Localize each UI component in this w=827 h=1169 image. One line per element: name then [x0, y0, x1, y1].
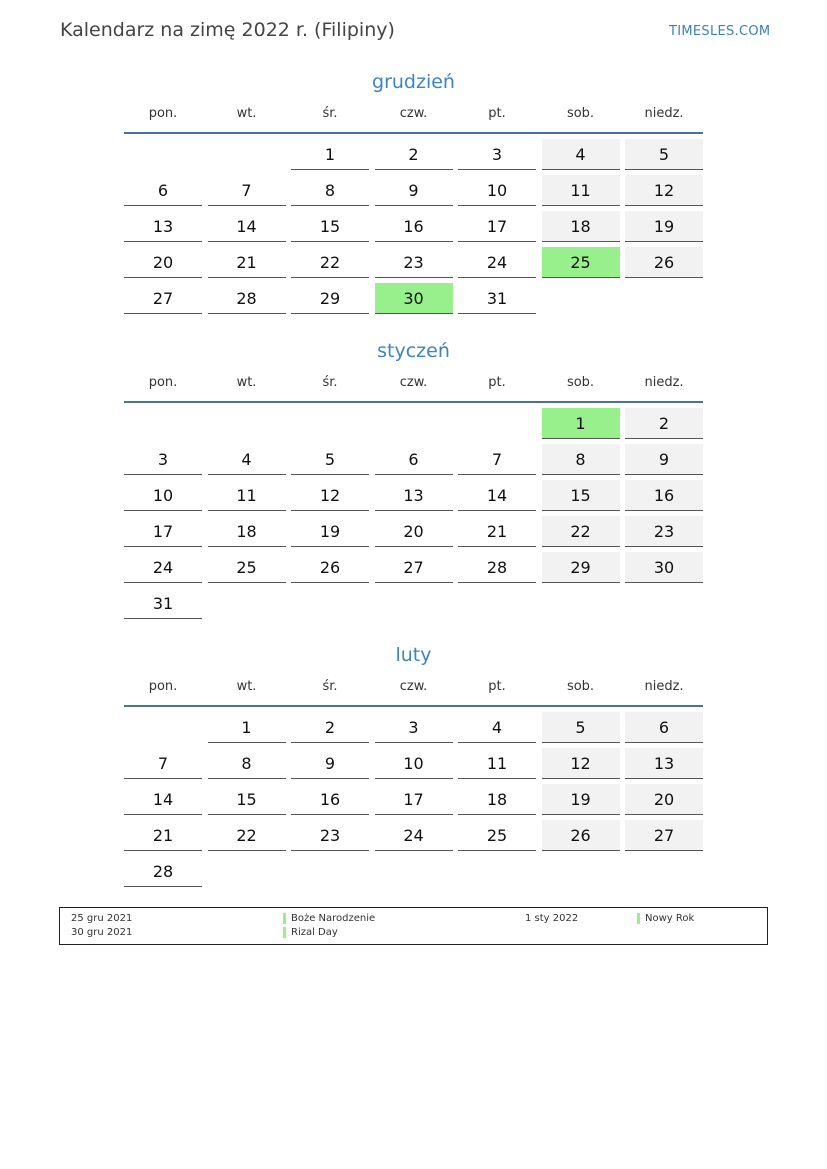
weekday-label: pt. — [488, 106, 506, 121]
empty-cell — [124, 139, 202, 170]
day-cell[interactable]: 18 — [542, 211, 620, 242]
day-cell[interactable]: 24 — [124, 552, 202, 583]
weekday-label: niedz. — [644, 375, 684, 390]
day-cell[interactable]: 17 — [124, 516, 202, 547]
legend-date: 25 gru 2021 — [71, 913, 133, 924]
empty-cell — [208, 588, 286, 619]
holiday-day-cell[interactable]: 25 — [542, 247, 620, 278]
day-cell[interactable]: 16 — [375, 211, 453, 242]
empty-cell — [375, 856, 453, 887]
day-cell[interactable]: 12 — [542, 748, 620, 779]
legend-holiday — [283, 926, 338, 939]
weekday-label: śr. — [322, 375, 338, 390]
day-cell[interactable]: 9 — [375, 175, 453, 206]
empty-cell — [625, 283, 703, 314]
day-cell[interactable]: 4 — [208, 444, 286, 475]
day-cell[interactable]: 5 — [542, 712, 620, 743]
day-cell[interactable]: 13 — [375, 480, 453, 511]
empty-cell — [458, 408, 536, 439]
day-cell[interactable]: 6 — [375, 444, 453, 475]
day-cell[interactable]: 2 — [291, 712, 369, 743]
day-cell[interactable]: 26 — [625, 247, 703, 278]
day-cell[interactable]: 25 — [208, 552, 286, 583]
empty-cell — [291, 588, 369, 619]
empty-cell — [208, 408, 286, 439]
day-cell[interactable]: 30 — [625, 552, 703, 583]
week-row — [124, 211, 703, 247]
day-cell[interactable]: 1 — [291, 139, 369, 170]
day-cell[interactable]: 23 — [291, 820, 369, 851]
day-cell[interactable]: 5 — [625, 139, 703, 170]
day-cell[interactable]: 24 — [375, 820, 453, 851]
day-cell[interactable]: 11 — [208, 480, 286, 511]
week-row — [124, 856, 703, 892]
day-cell[interactable]: 21 — [458, 516, 536, 547]
day-cell[interactable]: 7 — [124, 748, 202, 779]
holiday-legend — [59, 907, 768, 945]
day-cell[interactable]: 31 — [458, 283, 536, 314]
day-cell[interactable]: 14 — [124, 784, 202, 815]
day-cell[interactable]: 11 — [542, 175, 620, 206]
month-block — [124, 641, 703, 892]
day-cell[interactable]: 12 — [625, 175, 703, 206]
day-cell[interactable]: 19 — [542, 784, 620, 815]
day-cell[interactable]: 25 — [458, 820, 536, 851]
month-title: grudzień — [372, 71, 455, 93]
empty-cell — [458, 588, 536, 619]
empty-cell — [458, 856, 536, 887]
holiday-marker — [283, 913, 286, 924]
day-cell[interactable]: 9 — [291, 748, 369, 779]
day-cell[interactable]: 13 — [625, 748, 703, 779]
weekday-label: pon. — [148, 375, 178, 390]
day-cell[interactable]: 4 — [542, 139, 620, 170]
day-cell[interactable]: 31 — [124, 588, 202, 619]
day-cell[interactable]: 6 — [625, 712, 703, 743]
day-cell[interactable]: 17 — [375, 784, 453, 815]
weekday-label: śr. — [322, 679, 338, 694]
empty-cell — [625, 856, 703, 887]
day-cell[interactable]: 19 — [625, 211, 703, 242]
month-title: styczeń — [377, 340, 450, 362]
day-cell[interactable]: 20 — [375, 516, 453, 547]
day-cell[interactable]: 24 — [458, 247, 536, 278]
week-row — [124, 408, 703, 444]
day-cell[interactable]: 3 — [124, 444, 202, 475]
day-cell[interactable]: 8 — [291, 175, 369, 206]
weekday-label: czw. — [399, 679, 428, 694]
month-title: luty — [395, 644, 432, 666]
week-row — [124, 820, 703, 856]
week-row — [124, 516, 703, 552]
day-cell[interactable]: 28 — [208, 283, 286, 314]
weekday-label: wt. — [236, 375, 257, 390]
weekday-label: wt. — [236, 106, 257, 121]
week-row — [124, 283, 703, 319]
week-row — [124, 247, 703, 283]
day-cell[interactable]: 3 — [375, 712, 453, 743]
legend-holiday-name: Rizal Day — [291, 927, 338, 938]
day-cell[interactable]: 23 — [375, 247, 453, 278]
day-cell[interactable]: 12 — [291, 480, 369, 511]
legend-holiday — [637, 912, 694, 925]
day-cell[interactable]: 2 — [375, 139, 453, 170]
day-cell[interactable]: 10 — [124, 480, 202, 511]
day-cell[interactable]: 1 — [208, 712, 286, 743]
day-cell[interactable]: 13 — [124, 211, 202, 242]
week-row — [124, 712, 703, 748]
weekday-label: śr. — [322, 106, 338, 121]
day-cell[interactable]: 23 — [625, 516, 703, 547]
day-cell[interactable]: 22 — [208, 820, 286, 851]
holiday-day-cell[interactable]: 30 — [375, 283, 453, 314]
day-cell[interactable]: 16 — [291, 784, 369, 815]
legend-holiday-name: Nowy Rok — [645, 913, 695, 924]
day-cell[interactable]: 17 — [458, 211, 536, 242]
empty-cell — [375, 588, 453, 619]
day-cell[interactable]: 10 — [375, 748, 453, 779]
weekday-label: wt. — [236, 679, 257, 694]
legend-holiday — [283, 912, 375, 925]
empty-cell — [542, 283, 620, 314]
day-cell[interactable]: 4 — [458, 712, 536, 743]
day-cell[interactable]: 14 — [458, 480, 536, 511]
day-cell[interactable]: 29 — [291, 283, 369, 314]
day-cell[interactable]: 20 — [124, 247, 202, 278]
day-cell[interactable]: 22 — [542, 516, 620, 547]
day-cell[interactable]: 15 — [542, 480, 620, 511]
week-row — [124, 175, 703, 211]
empty-cell — [208, 856, 286, 887]
weekday-label: niedz. — [644, 106, 684, 121]
holiday-marker — [283, 927, 286, 938]
day-cell[interactable]: 29 — [542, 552, 620, 583]
day-cell[interactable]: 2 — [625, 408, 703, 439]
weekday-label: pt. — [488, 375, 506, 390]
weekday-header — [124, 365, 703, 403]
day-cell[interactable]: 21 — [208, 247, 286, 278]
week-row — [124, 552, 703, 588]
empty-cell — [124, 408, 202, 439]
page-title: Kalendarz na zimę 2022 r. (Filipiny) — [60, 19, 395, 41]
day-cell[interactable]: 27 — [625, 820, 703, 851]
week-row — [124, 139, 703, 175]
weekday-label: pon. — [148, 679, 178, 694]
empty-cell — [208, 139, 286, 170]
weekday-label: czw. — [399, 375, 428, 390]
day-cell[interactable]: 6 — [124, 175, 202, 206]
empty-cell — [375, 408, 453, 439]
day-cell[interactable]: 14 — [208, 211, 286, 242]
day-cell[interactable]: 8 — [542, 444, 620, 475]
month-block — [124, 68, 703, 319]
weekday-label: sob. — [566, 375, 595, 390]
day-cell[interactable]: 26 — [291, 552, 369, 583]
day-cell[interactable]: 18 — [208, 516, 286, 547]
site-link[interactable]: TIMESLES.COM — [669, 24, 771, 39]
holiday-day-cell[interactable]: 1 — [542, 408, 620, 439]
day-cell[interactable]: 27 — [124, 283, 202, 314]
week-row — [124, 784, 703, 820]
legend-holiday-name: Boże Narodzenie — [291, 913, 376, 924]
week-row — [124, 480, 703, 516]
weekday-header — [124, 96, 703, 134]
day-cell[interactable]: 11 — [458, 748, 536, 779]
weekday-label: pon. — [148, 106, 178, 121]
weekday-header — [124, 669, 703, 707]
day-cell[interactable]: 3 — [458, 139, 536, 170]
weekday-label: pt. — [488, 679, 506, 694]
day-cell[interactable]: 7 — [208, 175, 286, 206]
day-cell[interactable]: 10 — [458, 175, 536, 206]
day-cell[interactable]: 28 — [458, 552, 536, 583]
week-row — [124, 444, 703, 480]
empty-cell — [625, 588, 703, 619]
holiday-marker — [637, 913, 640, 924]
day-cell[interactable]: 9 — [625, 444, 703, 475]
day-cell[interactable]: 5 — [291, 444, 369, 475]
month-block — [124, 337, 703, 624]
empty-cell — [124, 712, 202, 743]
day-cell[interactable]: 18 — [458, 784, 536, 815]
day-cell[interactable]: 19 — [291, 516, 369, 547]
legend-date: 30 gru 2021 — [71, 927, 133, 938]
day-cell[interactable]: 26 — [542, 820, 620, 851]
weekday-label: sob. — [566, 106, 595, 121]
weekday-label: sob. — [566, 679, 595, 694]
day-cell[interactable]: 15 — [291, 211, 369, 242]
empty-cell — [291, 408, 369, 439]
day-cell[interactable]: 8 — [208, 748, 286, 779]
day-cell[interactable]: 15 — [208, 784, 286, 815]
day-cell[interactable]: 28 — [124, 856, 202, 887]
day-cell[interactable]: 21 — [124, 820, 202, 851]
legend-date: 1 sty 2022 — [525, 913, 579, 924]
day-cell[interactable]: 20 — [625, 784, 703, 815]
day-cell[interactable]: 27 — [375, 552, 453, 583]
empty-cell — [542, 856, 620, 887]
week-row — [124, 588, 703, 624]
day-cell[interactable]: 7 — [458, 444, 536, 475]
weekday-label: niedz. — [644, 679, 684, 694]
empty-cell — [291, 856, 369, 887]
empty-cell — [542, 588, 620, 619]
weekday-label: czw. — [399, 106, 428, 121]
day-cell[interactable]: 16 — [625, 480, 703, 511]
week-row — [124, 748, 703, 784]
day-cell[interactable]: 22 — [291, 247, 369, 278]
